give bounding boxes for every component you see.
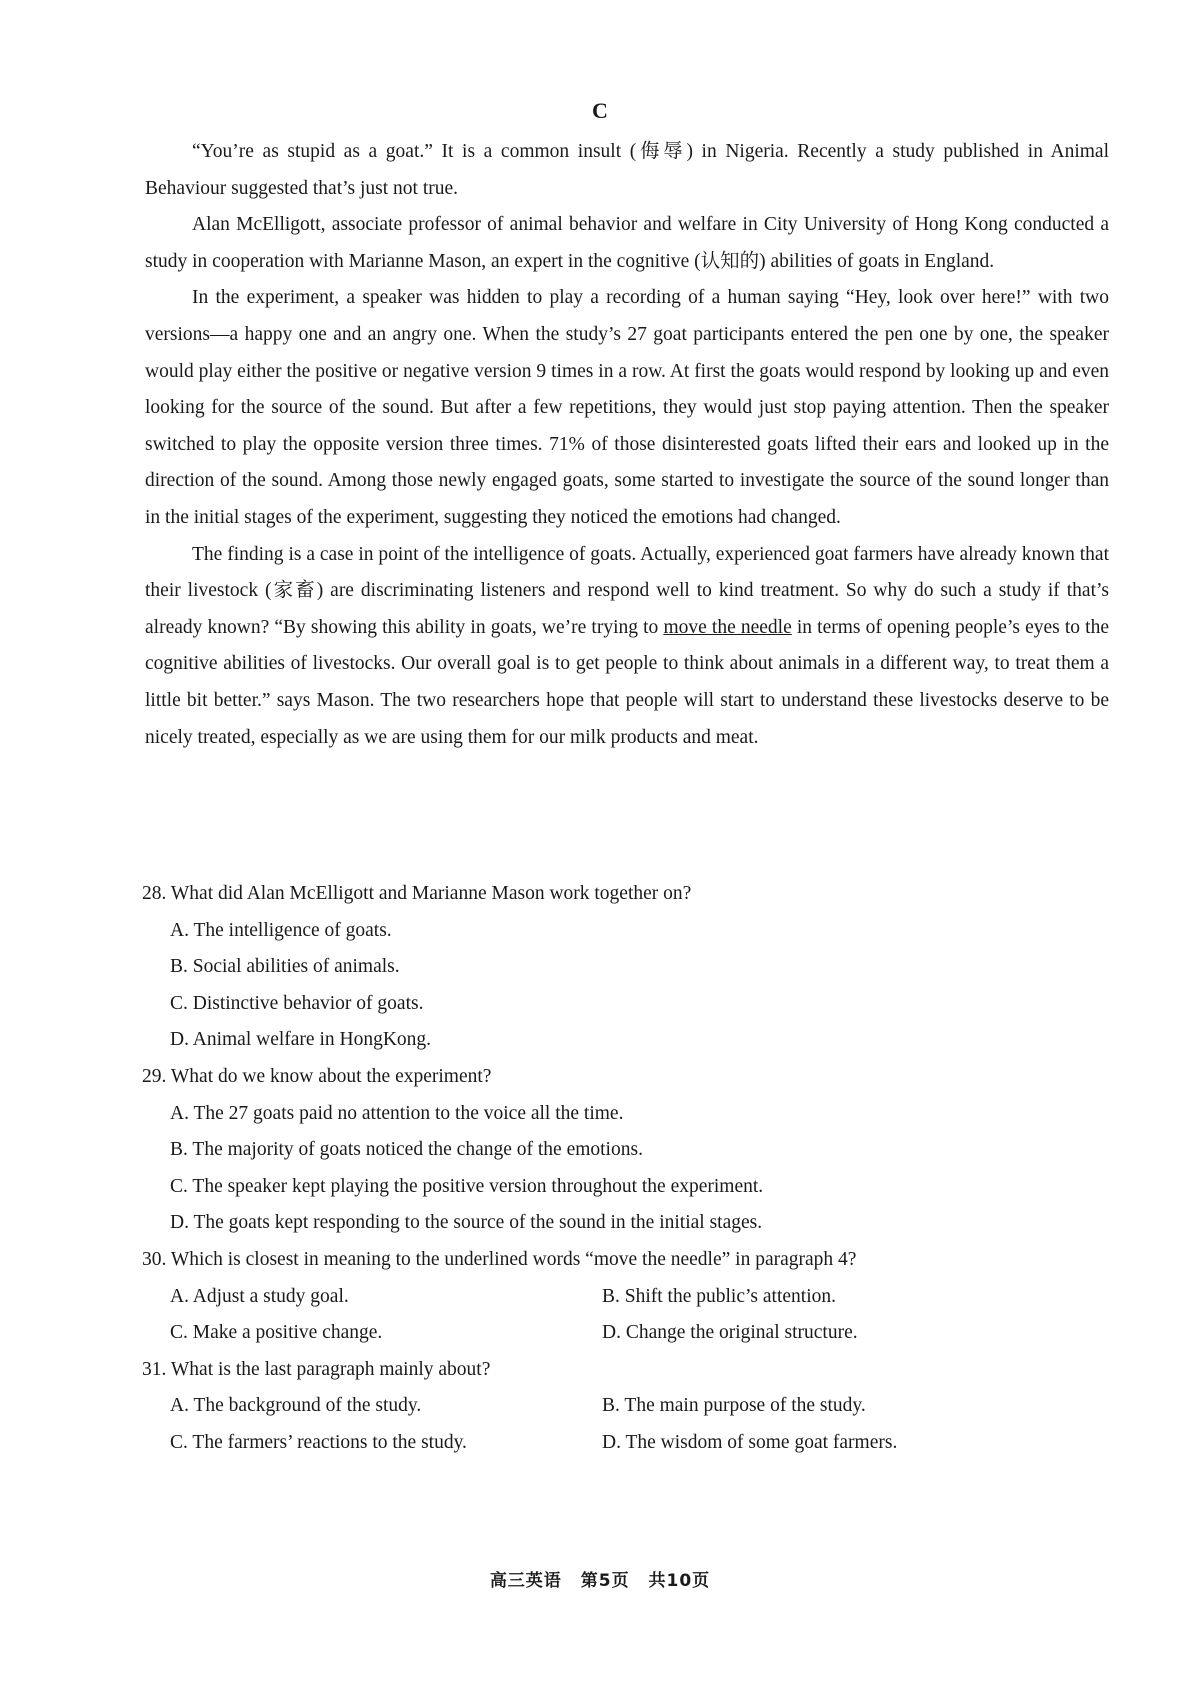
- option-grid: [170, 1279, 1112, 1352]
- paragraph-3: In the experiment, a speaker was hidden to play a recording of a human saying “Hey, look over here!” with two versions—a happy one and an angry one. When the study’s 27 goat participants entered the pen one by one, the speaker would play either the positive or negative version 9 times in a row. At first the goats would respond by looking up and even looking for the source of the sound. But after a few repetitions, they would just stop paying attention. Then the speaker switched to play the opposite version three times. 71% of those disinterested goats lifted their ears and looked up in the direction of the sound. Among those newly engaged goats, some started to investigate the source of the sound longer than in the initial stages of the experiment, suggesting they noticed the emotions had changed.: [145, 287, 1109, 528]
- option-d: D. Animal welfare in HongKong.: [170, 1029, 432, 1051]
- question-28: [142, 876, 1112, 1059]
- paragraph-4-start: The finding is a case in point of the intelligence of goats. Actually, experienced goat farmers have already known that their livestock (家畜) are discriminating listeners and respond well to kind treatment. So why do such a study if that’s already known? “By showing this ability in goats, we’re trying to: [145, 543, 1109, 638]
- option-a: A. The intelligence of goats.: [170, 919, 392, 941]
- option-b: B. Social abilities of animals.: [170, 956, 400, 978]
- page-footer: [0, 1566, 1200, 1591]
- question-stem: 31. What is the last paragraph mainly about?: [142, 1358, 491, 1380]
- option-c: C. The speaker kept playing the positive version throughout the experiment.: [170, 1175, 764, 1197]
- question-30: [142, 1242, 1112, 1352]
- option-a: A. The 27 goats paid no attention to the voice all the time.: [170, 1102, 624, 1124]
- option-a: A. Adjust a study goal.: [170, 1285, 349, 1307]
- question-list: [142, 876, 1112, 1462]
- option-b: B. The main purpose of the study.: [602, 1395, 866, 1417]
- option-d: D. Change the original structure.: [602, 1322, 858, 1344]
- underlined-phrase: move the needle: [663, 616, 792, 638]
- paragraph-4: [145, 537, 1109, 757]
- question-29: [142, 1059, 1112, 1242]
- footer-subject: 高三英语: [489, 1571, 562, 1591]
- option-b: B. The majority of goats noticed the change of the emotions.: [170, 1139, 643, 1161]
- paragraph-2: Alan McElligott, associate professor of animal behavior and welfare in City University of Hong Kong conducted a study in cooperation with Marianne Mason, an expert in the cognitive (认知的) abilities of goats in England.: [145, 214, 1109, 272]
- footer-page-number: 第5页: [580, 1571, 630, 1591]
- option-c: C. Distinctive behavior of goats.: [170, 992, 424, 1014]
- question-stem: 30. Which is closest in meaning to the underlined words “move the needle” in paragraph 4?: [142, 1248, 857, 1270]
- footer-total-pages: 共10页: [648, 1571, 711, 1591]
- question-stem: 29. What do we know about the experiment?: [142, 1065, 492, 1087]
- option-d: D. The wisdom of some goat farmers.: [602, 1431, 898, 1453]
- question-31: [142, 1352, 1112, 1462]
- option-grid: [170, 1388, 1112, 1461]
- option-c: C. Make a positive change.: [170, 1322, 383, 1344]
- option-d: D. The goats kept responding to the source of the sound in the initial stages.: [170, 1212, 763, 1234]
- option-c: C. The farmers’ reactions to the study.: [170, 1431, 467, 1453]
- option-b: B. Shift the public’s attention.: [602, 1285, 836, 1307]
- question-stem: 28. What did Alan McElligott and Marianne Mason work together on?: [142, 883, 692, 904]
- reading-passage: [145, 134, 1109, 756]
- option-a: A. The background of the study.: [170, 1395, 422, 1417]
- paragraph-4-end: in terms of opening people’s eyes to the cognitive abilities of livestocks. Our overall goal is to get people to think about animals in a different way, to treat them a little bit better.” says Mason. The two researchers hope that people will start to understand these livestocks deserve to be nicely treated, especially as we are using them for our milk products and meat.: [145, 616, 1110, 748]
- section-heading: C: [592, 98, 608, 123]
- paragraph-1: “You’re as stupid as a goat.” It is a common insult (侮辱) in Nigeria. Recently a study published in Animal Behaviour suggested that’s just not true.: [145, 141, 1109, 199]
